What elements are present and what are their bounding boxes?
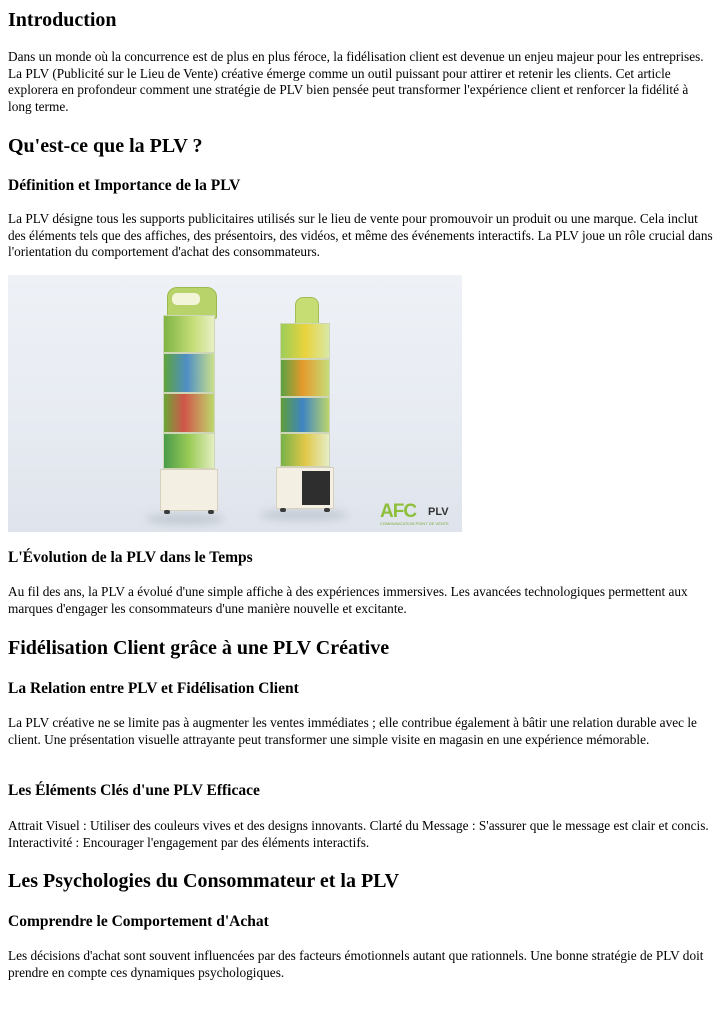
intro-title: Introduction [8, 9, 117, 31]
psychology-title: Les Psychologies du Consommateur et la PLV [8, 870, 400, 892]
behavior-paragraph: Les décisions d'achat sont souvent influencées par des facteurs émotionnels autant que rationnels. Une bonne stratégie de PLV doit prendre en compte ces dynamiques psychologiques. [8, 948, 704, 980]
definition-heading: Définition et Importance de la PLV [8, 177, 241, 194]
relation-paragraph: La PLV créative ne se limite pas à augmenter les ventes immédiates ; elle contribue également à bâtir une relation durable avec le client. Une présentation visuelle attrayante peut transformer une simple visite en magasin en une expérience mémorable. [8, 715, 697, 747]
evolution-paragraph: Au fil des ans, la PLV a évolué d'une simple affiche à des expériences immersives. Les avancées technologiques permettent aux marques d'engager les consommateurs d'une manière nouvelle et excitante. [8, 584, 688, 616]
behavior-heading: Comprendre le Comportement d'Achat [8, 913, 269, 930]
key-elements-paragraph: Attrait Visuel : Utiliser des couleurs vives et des designs innovants. Clarté du Message : S'assurer que le message est clair et concis. Interactivité : Encourager l'engagement par des éléments interactifs. [8, 818, 709, 850]
intro-paragraph: Dans un monde où la concurrence est de plus en plus féroce, la fidélisation client est devenue un enjeu majeur pour les entreprises. La PLV (Publicité sur le Lieu de Vente) créative émerge comme un outil puissant pour attirer et retenir les clients. Cet article explorera en profondeur comment une stratégie de PLV bien pensée peut transformer l'expérience client et renforcer la fidélité à long terme. [8, 49, 704, 114]
logo-tagline: COMMUNICATION POINT DE VENTE [380, 521, 449, 526]
display-stands-image [8, 275, 462, 532]
loyalty-title: Fidélisation Client grâce à une PLV Créative [8, 637, 390, 659]
definition-paragraph: La PLV désigne tous les supports publicitaires utilisés sur le lieu de vente pour promouvoir un produit ou une marque. Cela inclut des éléments tels que des affiches, des présentoirs, des vidéos, et même des événements interactifs. La PLV joue un rôle crucial dans l'orientation du comportement d'achat des consommateurs. [8, 211, 713, 259]
logo-suffix-text: PLV [428, 506, 449, 518]
logo-main-text: AFC [380, 501, 417, 522]
key-elements-heading: Les Éléments Clés d'une PLV Efficace [8, 782, 260, 799]
afc-plv-logo [380, 502, 456, 526]
what-is-plv-title: Qu'est-ce que la PLV ? [8, 135, 203, 157]
relation-heading: La Relation entre PLV et Fidélisation Client [8, 680, 299, 697]
evolution-heading: L'Évolution de la PLV dans le Temps [8, 549, 253, 566]
